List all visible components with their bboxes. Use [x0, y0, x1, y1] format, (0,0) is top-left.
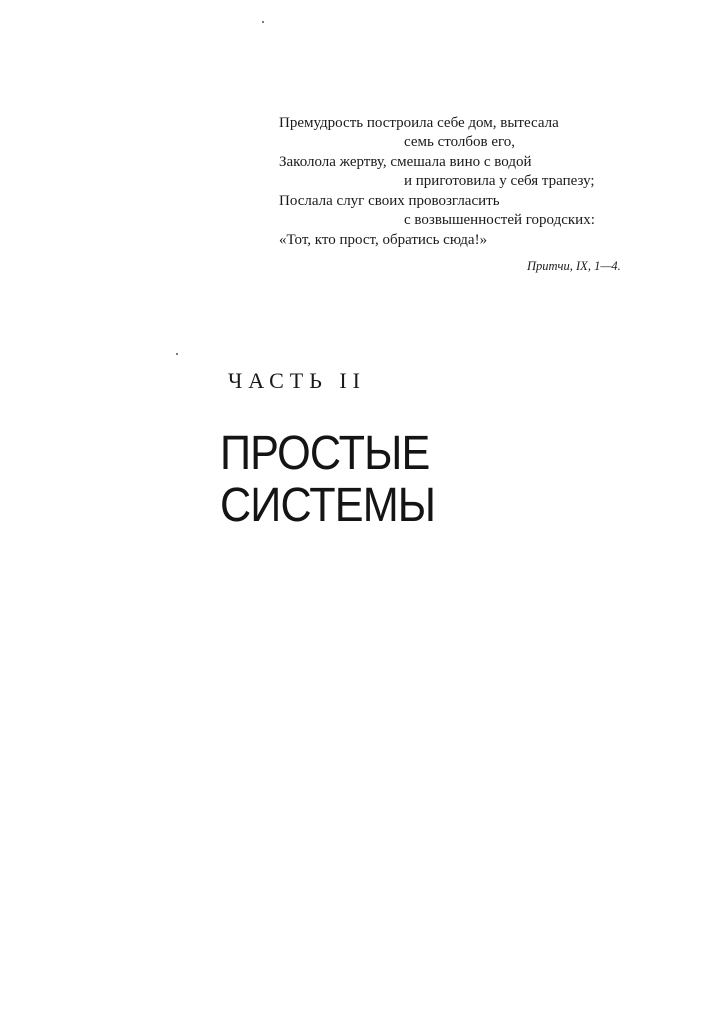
epigraph-line: Послала слуг своих провозгласить [279, 193, 500, 209]
part-title-line: СИСТЕМЫ [220, 479, 436, 532]
part-title-line: ПРОСТЫЕ [220, 427, 430, 480]
epigraph-line: «Тот, кто прост, обратись сюда!» [279, 232, 488, 248]
epigraph-line: Премудрость построила себе дом, вытесала [279, 115, 559, 131]
epigraph-line: Заколола жертву, смешала вино с водой [279, 154, 532, 170]
scan-speck [176, 353, 178, 355]
epigraph-line: семь столбов его, [404, 134, 516, 150]
epigraph-source: Притчи, IX, 1—4. [527, 259, 621, 273]
epigraph-line: с возвышенностей городских: [404, 212, 595, 228]
epigraph-line: и приготовила у себя трапезу; [404, 173, 595, 189]
part-title [220, 428, 435, 532]
scan-speck [262, 21, 264, 23]
epigraph [0, 0, 701, 290]
part-label: ЧАСТЬ II [228, 368, 366, 393]
